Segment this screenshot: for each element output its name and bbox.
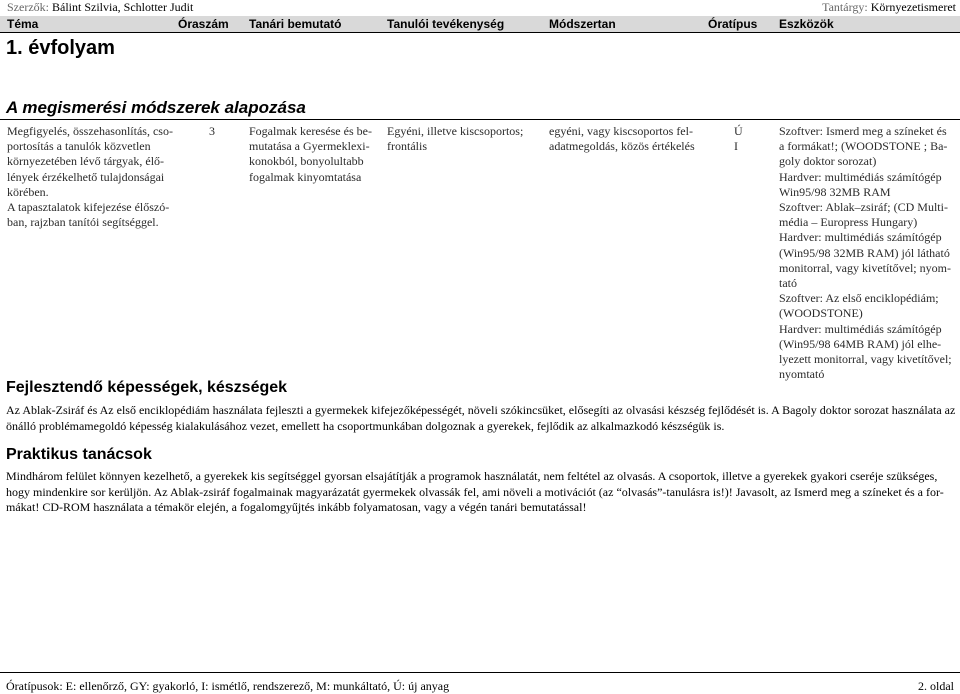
text-line: Mindhárom felület könnyen kezelhető, a gyerekek kis segítséggel gyorsan elsajátítják a programok használatát, nem feltétel az olvasás. A csoportok, illetve a gyerekek gyakori cseréje szükséges,: [6, 469, 938, 483]
text-line: Hardver: multimédiás számítógép: [779, 321, 942, 336]
page-number: 2. oldal: [918, 679, 954, 693]
text-line: goly doktor sorozat): [779, 154, 877, 169]
text-line: Szoftver: Ablak–zsiráf; (CD Multi-: [779, 200, 948, 215]
text-line: I: [734, 139, 738, 154]
text-line: monitorral, vagy kivetítővel; nyom-: [779, 260, 951, 275]
text-line: frontális: [387, 139, 427, 154]
subject-value: Környezetismeret: [870, 0, 956, 14]
cell-modszertan: [549, 124, 709, 154]
text-line: körében.: [7, 184, 49, 199]
text-line: (Win95/98 32MB RAM) jól látható: [779, 245, 950, 260]
cell-tanuloi-tevekenyseg: [387, 124, 542, 154]
text-line: média – Europress Hungary): [779, 215, 918, 230]
authors-line: [7, 0, 193, 15]
text-line: Szoftver: Ismerd meg a színeket és: [779, 124, 947, 138]
subject-label: Tantárgy:: [822, 0, 868, 14]
skills-text: [6, 403, 954, 434]
authors-label: Szerzők:: [7, 0, 49, 14]
column-header-tanuloi-tevekenyseg: Tanulói tevékenység: [387, 17, 505, 31]
footer-divider: [0, 672, 960, 673]
column-header-oratipus: Óratípus: [708, 17, 758, 31]
text-line: portosítás a tanulók közvetlen: [7, 139, 151, 154]
text-line: Az Ablak-Zsiráf és Az első enciklopédiám használata fejleszti a gyermekek kifejezőképességét, növeli szókincsüket, elősegíti az olvasási készség fejlődését is. A Bagoly doktor sorozat használata az: [6, 403, 956, 417]
text-line: Megfigyelés, összehasonlítás, cso-: [7, 124, 173, 138]
text-line: Fogalmak keresése és be-: [249, 124, 372, 138]
text-line: önálló problémamegoldó képesség kialakulásához vezet, emellett ha csoportmunkában dolgoznak a gyerekek, fejlődik az alkalmazkodó készségük is.: [6, 418, 725, 433]
text-line: mutatása a Gyermeklexi-: [249, 139, 370, 154]
cell-tanari-bemutato: [249, 124, 379, 185]
column-header-oraszam: Óraszám: [178, 17, 229, 31]
section-title: A megismerési módszerek alapozása: [6, 98, 306, 117]
text-line: nyomtató: [779, 367, 825, 382]
column-header-tanari-bemutato: Tanári bemutató: [249, 17, 342, 31]
text-line: Hardver: multimédiás számítógép: [779, 230, 942, 245]
authors-value: Bálint Szilvia, Schlotter Judit: [51, 0, 194, 14]
cell-tema: [7, 124, 175, 230]
text-line: a formákat!; (WOODSTONE ; Ba-: [779, 139, 948, 154]
text-line: Ú: [734, 124, 743, 138]
text-line: ban, rajzban tanítói segítséggel.: [7, 215, 159, 230]
column-header-modszertan: Módszertan: [549, 17, 616, 31]
grade-title: 1. évfolyam: [6, 37, 115, 59]
text-line: (Win95/98 64MB RAM) jól elhe-: [779, 336, 942, 351]
tips-title: Praktikus tanácsok: [6, 446, 152, 463]
subject-line: [822, 0, 956, 15]
text-line: adatmegoldás, közös értékelés: [549, 139, 695, 154]
tips-text: [6, 469, 954, 516]
column-header-tema: Téma: [7, 17, 39, 31]
text-line: lyezett monitorral, vagy kivetítővel;: [779, 352, 952, 367]
text-line: Win95/98 32MB RAM: [779, 184, 891, 199]
column-header-eszkozok: Eszközök: [779, 17, 834, 31]
text-line: Egyéni, illetve kiscsoportos;: [387, 124, 524, 138]
text-line: A tapasztalatok kifejezése élőszó-: [7, 200, 170, 215]
text-line: Szoftver: Az első enciklopédiám;: [779, 291, 939, 306]
text-line: (WOODSTONE): [779, 306, 863, 321]
cell-oratipus: [734, 124, 754, 154]
text-line: hogy mindenkire sor kerüljön. Az Ablak-zsiráf fogalmainak magyarázatát gyermekek olvassák fel, ami növeli a motivációt (az “olvasás”-tanulásra is!)! Javasolt, az Ismerd meg a színeket és a for-: [6, 484, 944, 499]
text-line: lények érzékelhető tulajdonságai: [7, 169, 165, 184]
text-line: környezetében lévő tárgyak, élő-: [7, 154, 165, 169]
footer-legend: Óratípusok: E: ellenőrző, GY: gyakorló, I: ismétlő, rendszerező, M: munkáltató, Ú: új anyag: [6, 679, 450, 693]
text-line: Hardver: multimédiás számítógép: [779, 169, 942, 184]
cell-oraszam: 3: [209, 124, 215, 138]
text-line: egyéni, vagy kiscsoportos fel-: [549, 124, 693, 138]
text-line: mákat! CD-ROM használata a témakör elején, a fogalomgyűjtés inkább folyamatosan, vagy a végén tanári bemutatással!: [6, 500, 587, 514]
section-divider: [0, 119, 960, 120]
cell-eszkozok: [779, 124, 959, 382]
text-line: fogalmak kinyomtatása: [249, 169, 362, 184]
text-line: tató: [779, 276, 797, 291]
text-line: konokból, bonyolultabb: [249, 154, 364, 169]
skills-title: Fejlesztendő képességek, készségek: [6, 379, 288, 396]
